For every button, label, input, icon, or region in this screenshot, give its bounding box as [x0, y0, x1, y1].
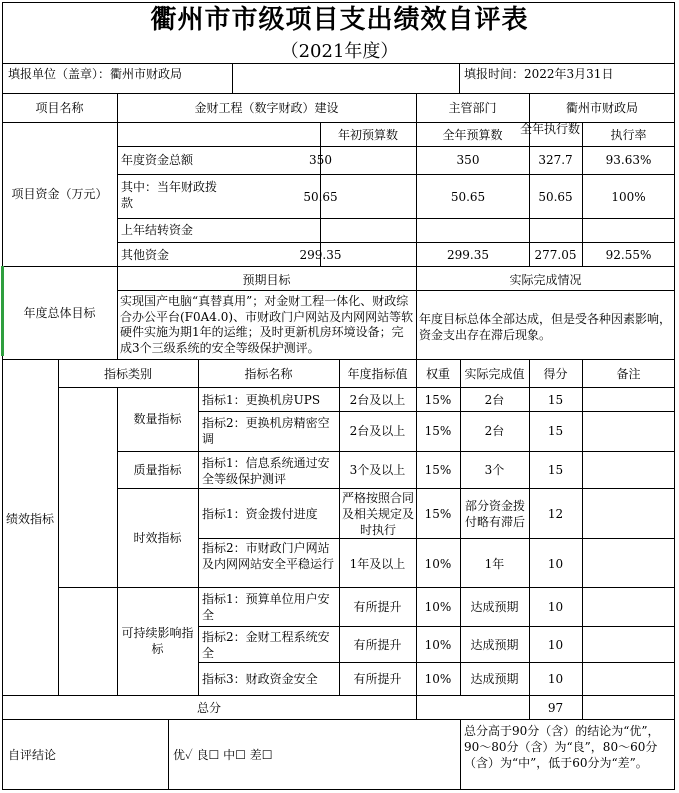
header-score: 得分 — [543, 367, 568, 381]
expected-goal-text: 实现国产电脑“真替真用”；对金财工程一体化、财政综合办公平台(F0A4.0)、市财政门户网站及内网网站等软硬件实施为期1年的运维；及时更新机房环境设备；完成3个三级系统的安全等级保护测评。 — [120, 294, 414, 355]
category-quality: 质量指标 — [133, 463, 182, 477]
conclusion-label: 自评结论 — [8, 748, 57, 762]
header-weight: 权重 — [425, 367, 450, 381]
indicator-name: 指标1：预算单位用户安全 — [202, 592, 330, 622]
indicator-actual: 2台 — [484, 424, 505, 438]
funds-executed: 277.05 — [534, 248, 577, 262]
indicator-score: 10 — [547, 600, 564, 614]
total-label: 总分 — [196, 701, 221, 715]
header-category: 指标类别 — [103, 367, 152, 381]
header-actual-value: 实际完成值 — [464, 367, 525, 381]
page-title: 衢州市市级项目支出绩效自评表 — [150, 5, 529, 35]
indicator-value: 2台及以上 — [349, 424, 406, 438]
perf-label: 绩效指标 — [5, 512, 54, 526]
header-annual-value: 年度指标值 — [347, 367, 408, 381]
indicator-value: 严格按照合同及相关规定及时执行 — [341, 491, 414, 537]
indicator-name: 指标1：资金拨付进度 — [202, 507, 318, 521]
dept-label: 主管部门 — [448, 101, 497, 115]
indicator-score: 12 — [547, 507, 564, 521]
conclusion-note: 总分高于90分（含）的结论为“优”，90～80分（含）为“良”，80～60分（含）为“中”，低于60分为“差”。 — [464, 724, 660, 770]
indicator-actual: 达成预期 — [470, 600, 519, 614]
indicator-score: 15 — [547, 424, 564, 438]
indicator-name: 指标1：信息系统通过安全等级保护测评 — [202, 456, 330, 486]
indicator-name: 指标1：更换机房UPS — [202, 393, 321, 407]
indicator-actual: 3个 — [484, 463, 505, 477]
indicator-actual: 部分资金拨付略有滞后 — [464, 499, 525, 529]
indicator-score: 10 — [547, 638, 564, 652]
indicator-weight: 10% — [424, 672, 452, 686]
indicator-weight: 15% — [424, 393, 452, 407]
col-full-budget: 全年预算数 — [442, 128, 503, 142]
indicator-name: 指标2：更换机房精密空调 — [202, 416, 330, 446]
expected-goal-header: 预期目标 — [242, 273, 291, 287]
category-sustainable: 可持续影响指标 — [121, 626, 194, 656]
actual-header: 实际完成情况 — [509, 273, 582, 287]
indicator-score: 10 — [547, 557, 564, 571]
funds-row-label: 其中：当年财政拨款 — [121, 180, 218, 210]
indicator-weight: 10% — [424, 638, 452, 652]
funds-full: 350 — [456, 153, 480, 167]
funds-row-label: 其他资金 — [121, 248, 170, 262]
indicator-weight: 10% — [424, 600, 452, 614]
indicator-actual: 达成预期 — [470, 638, 519, 652]
funds-rate: 92.55% — [605, 248, 652, 262]
indicator-actual: 达成预期 — [470, 672, 519, 686]
total-score: 97 — [547, 701, 564, 715]
indicator-name: 指标2：市财政门户网站及内网网站安全平稳运行 — [202, 541, 335, 571]
project-name-label: 项目名称 — [35, 101, 84, 115]
indicator-score: 10 — [547, 672, 564, 686]
goal-label: 年度总体目标 — [23, 306, 96, 320]
category-timeliness: 时效指标 — [133, 531, 182, 545]
funds-initial: 299.35 — [299, 248, 342, 262]
funds-row-label: 上年结转资金 — [121, 223, 194, 237]
indicator-value: 有所提升 — [353, 638, 402, 652]
indicator-value: 1年及以上 — [349, 557, 406, 571]
page-subtitle: （2021年度） — [280, 41, 399, 62]
indicator-actual: 2台 — [484, 393, 505, 407]
indicator-name: 指标3：财政资金安全 — [202, 672, 318, 686]
indicator-weight: 15% — [424, 424, 452, 438]
dept-value: 衢州市财政局 — [565, 101, 638, 115]
indicator-weight: 15% — [424, 507, 452, 521]
funds-initial: 350 — [309, 153, 332, 167]
indicator-value: 有所提升 — [353, 600, 402, 614]
col-executed: 全年执行数 — [519, 122, 580, 136]
project-name-value: 金财工程（数字财政）建设 — [194, 101, 339, 115]
indicator-value: 3个及以上 — [349, 463, 406, 477]
actual-text: 年度目标总体全部达成，但是受各种因素影响，资金支出存在滞后现象。 — [419, 312, 672, 342]
fill-unit: 填报单位（盖章）：衢州市财政局 — [8, 67, 183, 81]
indicator-weight: 15% — [424, 463, 452, 477]
indicator-value: 2台及以上 — [349, 393, 406, 407]
indicator-weight: 10% — [424, 557, 452, 571]
funds-full: 299.35 — [447, 248, 489, 262]
header-name: 指标名称 — [244, 367, 293, 381]
header-note: 备注 — [616, 367, 641, 381]
funds-rate: 100% — [611, 190, 646, 204]
indicator-name: 指标2：金财工程系统安全 — [202, 630, 330, 660]
conclusion-options: 优✓ 良☐ 中☐ 差☐ — [173, 748, 273, 762]
indicator-actual: 1年 — [484, 557, 505, 571]
col-rate: 执行率 — [610, 128, 647, 142]
funds-row-label: 年度资金总额 — [121, 153, 194, 167]
funds-rate: 93.63% — [605, 153, 652, 167]
funds-initial: 50.65 — [303, 190, 338, 204]
indicator-score: 15 — [547, 463, 564, 477]
indicator-score: 15 — [547, 393, 564, 407]
funds-executed: 327.7 — [538, 153, 573, 167]
funds-full: 50.65 — [450, 190, 486, 204]
funds-executed: 50.65 — [538, 190, 573, 204]
col-initial-budget: 年初预算数 — [337, 128, 398, 142]
indicator-value: 有所提升 — [353, 672, 402, 686]
funds-label: 项目资金（万元） — [11, 187, 108, 201]
category-quantity: 数量指标 — [133, 412, 182, 426]
fill-time: 填报时间：2022年3月31日 — [464, 67, 614, 81]
